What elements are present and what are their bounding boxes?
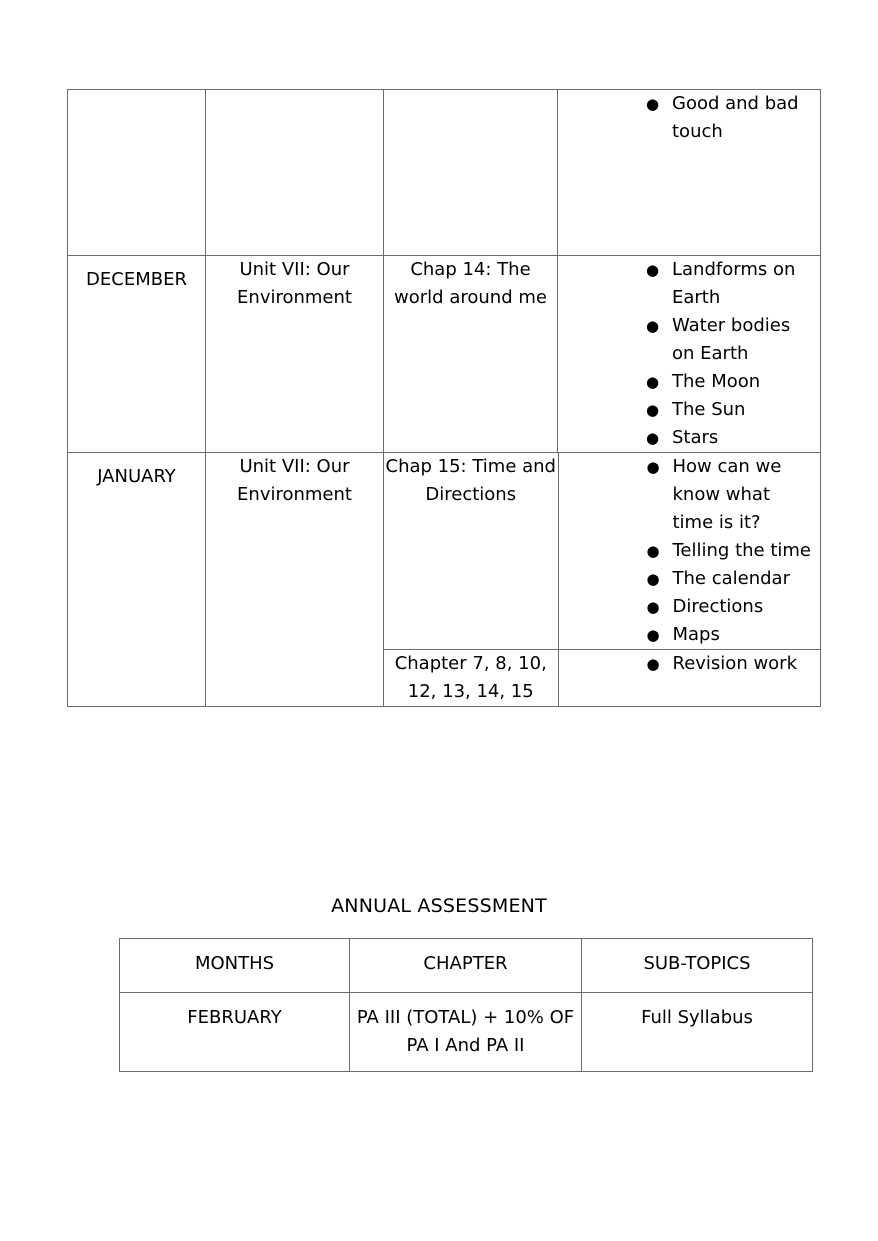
list-item-label: The calendar (672, 568, 790, 589)
cell-subtopics (558, 90, 821, 256)
table-row (68, 90, 821, 256)
column-header-subtopics: SUB-TOPICS (582, 939, 813, 993)
cell-unit: Unit VII: Our Environment (206, 256, 384, 453)
column-header-chapter: CHAPTER (350, 939, 582, 993)
subtopic-list (559, 650, 822, 678)
subtopic-list (558, 256, 820, 452)
list-item (559, 537, 822, 565)
list-item-label: Telling the time (672, 540, 811, 561)
cell-chapter: Chap 15: Time and Directions (384, 453, 558, 650)
list-item-label: How can we know what time is it? (672, 456, 782, 533)
table-header-row (120, 939, 813, 993)
list-item (558, 368, 820, 396)
bullet-icon: ● (646, 373, 660, 391)
cell-month: FEBRUARY (120, 993, 350, 1072)
cell-month: DECEMBER (68, 256, 206, 453)
subtopic-list (558, 90, 820, 146)
list-item (558, 90, 820, 146)
bullet-icon: ● (646, 429, 660, 447)
bullet-icon: ● (646, 598, 660, 616)
cell-month: JANUARY (68, 453, 206, 707)
subtopic-list (559, 453, 822, 649)
cell-chapter-subtopic-group (384, 453, 821, 707)
bullet-icon: ● (646, 458, 660, 476)
list-item-label: Maps (672, 624, 720, 645)
list-item-label: Good and bad touch (672, 93, 799, 142)
bullet-icon: ● (646, 401, 660, 419)
list-item (559, 650, 822, 678)
annual-assessment-title: ANNUAL ASSESSMENT (331, 895, 547, 917)
bullet-icon: ● (646, 261, 660, 279)
nested-split-table (384, 453, 821, 706)
cell-chapter: PA III (TOTAL) + 10% OF PA I And PA II (350, 993, 582, 1072)
list-item (558, 424, 820, 452)
list-item (558, 256, 820, 312)
list-item-label: Landforms on Earth (672, 259, 796, 308)
bullet-icon: ● (646, 626, 660, 644)
nested-row-revision (384, 650, 821, 707)
syllabus-table (67, 89, 821, 707)
cell-subtopics: Full Syllabus (582, 993, 813, 1072)
cell-chapter (384, 90, 558, 256)
cell-chapter: Chap 14: The world around me (384, 256, 558, 453)
table-row (68, 453, 821, 707)
nested-row-main (384, 453, 821, 650)
cell-month (68, 90, 206, 256)
list-item (559, 621, 822, 649)
list-item-label: Water bodies on Earth (672, 315, 791, 364)
bullet-icon: ● (646, 542, 660, 560)
list-item-label: Directions (672, 596, 764, 617)
list-item-label: Revision work (672, 653, 798, 674)
list-item (559, 565, 822, 593)
list-item (559, 593, 822, 621)
cell-chapter-revision: Chapter 7, 8, 10, 12, 13, 14, 15 (384, 650, 558, 707)
list-item-label: The Moon (672, 371, 761, 392)
list-item (558, 396, 820, 424)
list-item-label: Stars (672, 427, 719, 448)
cell-subtopics (558, 453, 821, 650)
cell-unit: Unit VII: Our Environment (206, 453, 384, 707)
bullet-icon: ● (646, 570, 660, 588)
table-row (120, 993, 813, 1072)
column-header-months: MONTHS (120, 939, 350, 993)
bullet-icon: ● (646, 317, 660, 335)
bullet-icon: ● (646, 95, 660, 113)
list-item-label: The Sun (672, 399, 746, 420)
annual-assessment-table (119, 938, 813, 1072)
cell-subtopics-revision (558, 650, 821, 707)
table-row (68, 256, 821, 453)
bullet-icon: ● (646, 655, 660, 673)
cell-subtopics (558, 256, 821, 453)
list-item (559, 453, 822, 537)
list-item (558, 312, 820, 368)
cell-unit (206, 90, 384, 256)
